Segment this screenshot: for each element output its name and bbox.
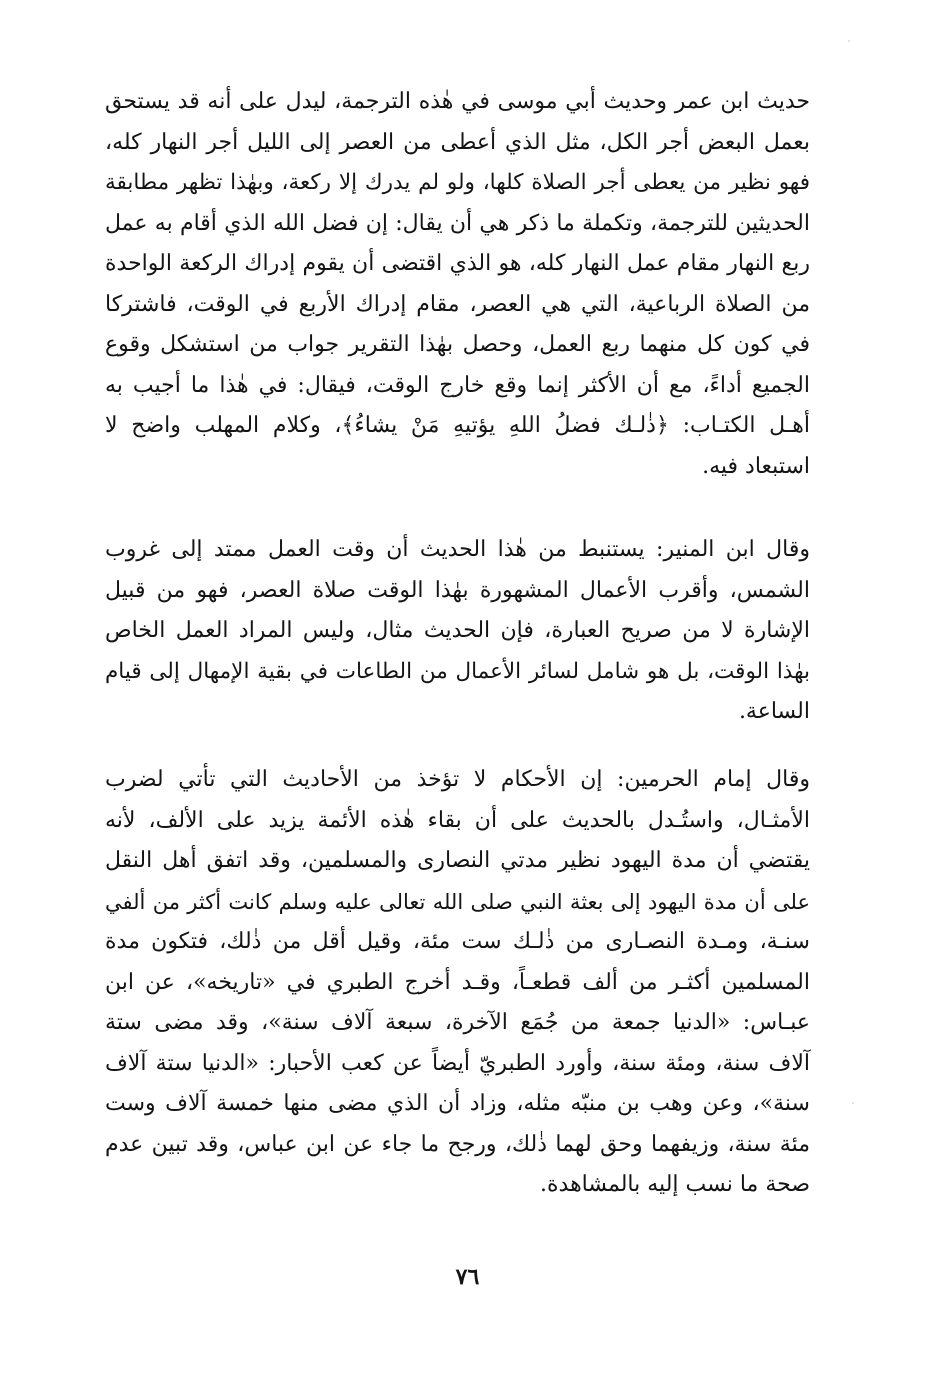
text-line: يقتضي أن مدة اليهود نظير مدتي النصارى والمسلمين، وقد اتفق أهل النقل [105,848,810,873]
text-line: حديث ابن عمر وحديث أبي موسى في هٰذه الترجمة، ليدل على أنه قد يستحق [105,89,810,114]
text-line: الحديثين للترجمة، وتكملة ما ذكر هي أن يقال: إن فضل الله الذي أقام به عمل [105,210,810,236]
text-line: الشمس، وأقرب الأعمال المشهورة بهٰذا الوقت صلاة العصر، فهو من قبيل [105,577,810,603]
text-line: سنـة، ومـدة النصـارى من ذٰلـك ست مئة، وقيل أقل من ذٰلك، فتكون مدة [105,929,810,954]
text-line: وقال إمام الحرمين: إن الأحكام لا تؤخذ من الأحاديث التي تأتي لضرب [105,767,810,792]
text-line: الساعة. [738,699,810,724]
text-line: بعمل البعض أجر الكل، مثل الذي أعطى من العصر إلى الليل أجر النهار كله، [105,129,810,155]
text-line: على أن مدة اليهود إلى بعثة النبي صلى الله تعالى عليه وسلم كانت أكثر من ألفي [105,889,810,914]
text-line: مئة سنة، وزيفهما وحق لهما ذٰلك، ورجح ما جاء عن ابن عباس، وقد تبين عدم [105,1131,810,1157]
text-line: استبعاد فيه. [702,453,810,479]
text-line: الجميع أداءً، مع أن الأكثر إنما وقع خارج الوقت، فيقال: في هٰذا ما أجيب به [105,372,810,398]
text-line: الأمثـال، واستُـدل بالحديث على أن بقاء هٰذه الأئمة يزيد على الألف، لأنه [105,807,810,833]
paragraph-3 [105,760,810,1206]
text-line: سنة»، وعن وهب بن منبّه مثله، وزاد أن الذي مضى منها خمسة آلاف وست [105,1091,810,1116]
text-line: أهـل الكتـاب: ﴿ذٰلـك فضلُ اللهِ يؤتيهِ مَنْ يشاءُ﴾، وكلام المهلب واضح لا [105,413,810,438]
text-line: المسلمين أكثـر من ألف قطعـاً، وقـد أخرج الطبري في «تاريخه»، عن ابن [105,969,810,995]
text-line: في كون كل منهما ربع العمل، وحصل بهٰذا التقرير جواب من استشكل وقوع [105,332,810,357]
paragraph-2 [105,530,810,733]
text-line: وقال ابن المنير: يستنبط من هٰذا الحديث أن وقت العمل ممتد إلى غروب [105,537,810,562]
text-line: آلاف سنة، ومئة سنة، وأورد الطبريّ أيضاً عن كعب الأحبار: «الدنيا ستة آلاف [105,1050,810,1076]
text-line: صحة ما نسب إليه بالمشاهدة. [540,1172,810,1197]
scan-speck [852,1102,854,1104]
text-line: من الصلاة الرباعية، التي هي العصر، مقام إدراك الأربع في الوقت، فاشتركا [105,291,810,317]
text-line: ربع النهار مقام عمل النهار كله، هو الذي اقتضى أن يقوم إدراك الركعة الواحدة [105,251,810,276]
text-line: بهٰذا الوقت، بل هو شامل لسائر الأعمال من الطاعات في بقية الإمهال إلى قيام [105,658,810,684]
scan-speck [848,40,850,42]
text-line: الإشارة لا من صريح العبارة، فإن الحديث مثال، وليس المراد العمل الخاص [105,618,810,643]
text-line: عبـاس: «الدنيا جمعة من جُمَع الآخرة، سبعة آلاف سنة»، وقد مضى ستة [105,1010,810,1035]
page-number: ٧٦ [455,1264,480,1290]
text-line: فهو نظير من يعطى أجر الصلاة كلها، ولو لم يدرك إلا ركعة، وبهٰذا تظهر مطابقة [105,170,810,195]
paragraph-1 [105,82,810,487]
